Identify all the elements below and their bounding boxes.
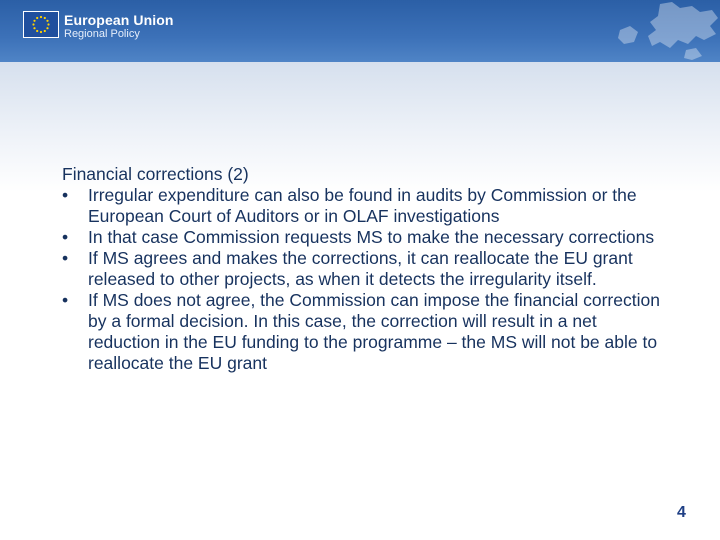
- bullet-item: [62, 248, 672, 290]
- bullet-item: [62, 227, 672, 248]
- bullet-item: [62, 185, 672, 227]
- bullet-marker: •: [62, 248, 69, 268]
- bullet-item: [62, 290, 672, 374]
- brand: [64, 12, 174, 41]
- bullet-text: Irregular expenditure can also be found in audits by Commission or the European Court of Auditors or in OLAF investigations: [88, 185, 637, 226]
- bullet-marker: •: [62, 290, 69, 310]
- bullet-text: In that case Commission requests MS to make the necessary corrections: [88, 227, 655, 247]
- europe-map-icon: [600, 0, 720, 62]
- brand-title: European Union: [64, 12, 174, 28]
- bullet-text: If MS does not agree, the Commission can impose the financial correction by a formal decision. In this case, the correction will result in a net reduction in the EU funding to the programme – the MS will not be able to reallocate the EU grant: [88, 290, 660, 373]
- eu-flag-icon: [23, 11, 59, 38]
- brand-subtitle: Regional Policy: [64, 28, 140, 40]
- slide-title: Financial corrections (2): [62, 164, 249, 184]
- page-number: 4: [677, 504, 686, 521]
- bullet-text: If MS agrees and makes the corrections, it can reallocate the EU grant released to other projects, as when it detects the irregularity itself.: [88, 248, 633, 289]
- bullet-marker: •: [62, 185, 69, 205]
- bullet-list: [62, 185, 672, 374]
- header-bar: [0, 0, 720, 62]
- slide-content: [62, 164, 672, 374]
- bullet-marker: •: [62, 227, 69, 247]
